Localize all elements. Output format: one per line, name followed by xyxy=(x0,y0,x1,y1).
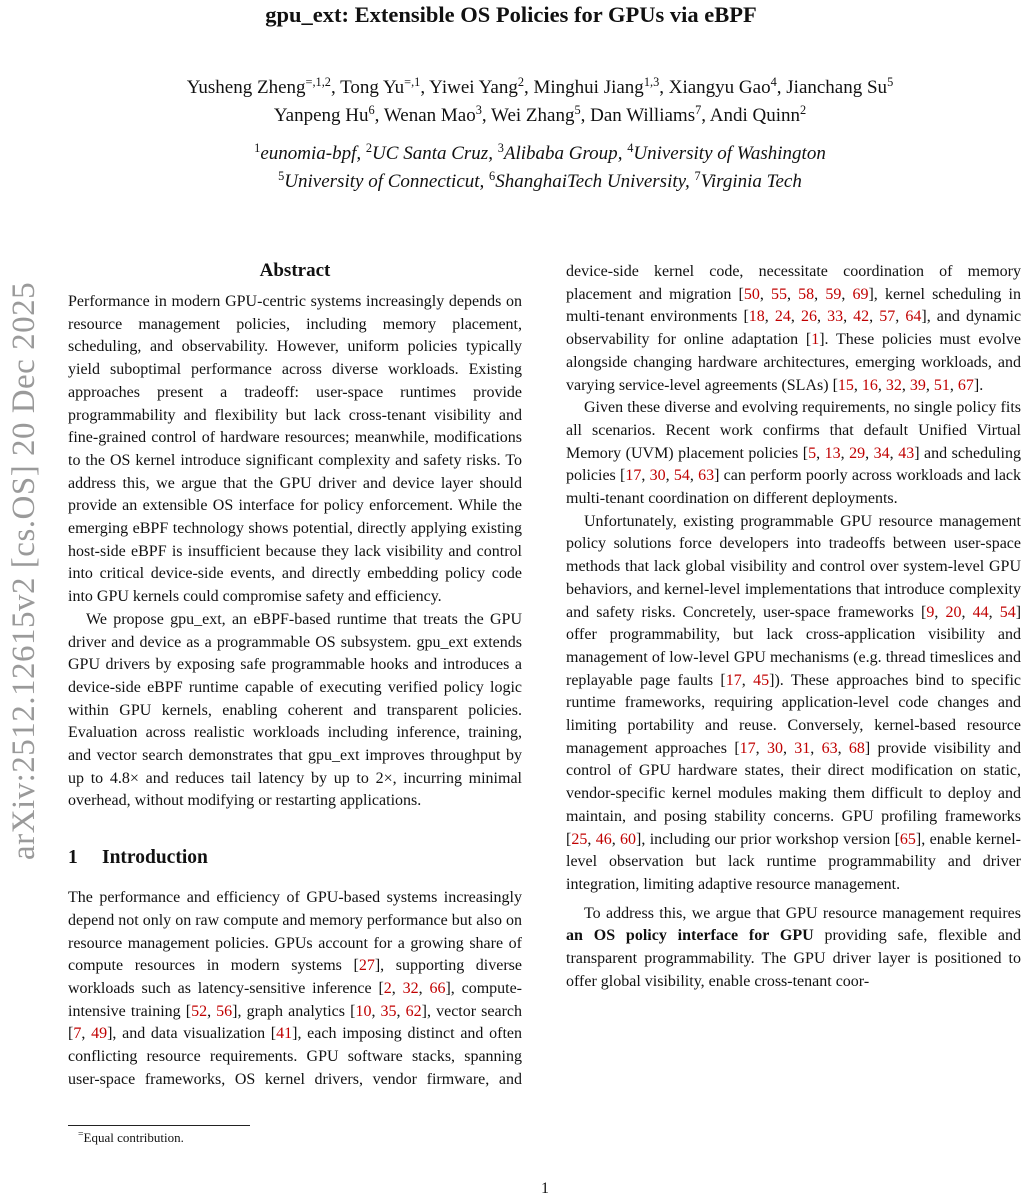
author-name: Yiwei Yang xyxy=(429,77,518,98)
left-column xyxy=(68,258,522,1092)
introduction-heading xyxy=(68,845,522,871)
citation-link[interactable]: 66 xyxy=(429,979,446,997)
affiliation-number: 7 xyxy=(694,169,701,184)
footnote-divider xyxy=(68,1125,250,1126)
citation-link[interactable]: 42 xyxy=(853,308,870,326)
author-affiliation-mark: 6 xyxy=(368,103,375,118)
citation-link[interactable]: 68 xyxy=(848,739,865,757)
citation-link[interactable]: 50 xyxy=(743,285,760,303)
affiliation-name: eunomia-bpf xyxy=(260,143,357,164)
citation-link[interactable]: 17 xyxy=(725,671,742,689)
citation-link[interactable]: 9 xyxy=(926,603,935,621)
author-affiliation-mark: =,1,2 xyxy=(305,75,331,90)
citation-link[interactable]: 27 xyxy=(358,957,375,975)
citation-link[interactable]: 35 xyxy=(380,1002,397,1020)
citation-link[interactable]: 58 xyxy=(798,285,815,303)
author-affiliation-mark: 5 xyxy=(574,103,581,118)
introduction-paragraph-1: The performance and efficiency of GPU-based systems increasingly depend not only on raw compute and memory performance but also on resource management policies. GPUs account for a growing share of compute resources in modern systems [27], supporting diverse workloads such as latency-sensitive inference [2, 32, 66], compute-intensive training [52, 56], graph analytics [10, 35, 62], vector search [7, 49], and data visualization [41], each imposing distinct and often conflicting resource requirements. GPU software stacks, spanning user-space frameworks, OS kernel drivers, vendor firmware, and xyxy=(68,889,523,1088)
author-affiliation-mark: 2 xyxy=(799,103,807,118)
citation-link[interactable]: 32 xyxy=(885,376,902,394)
affiliation-number: 6 xyxy=(489,169,496,184)
citation-link[interactable]: 45 xyxy=(753,671,770,689)
citation-link[interactable]: 65 xyxy=(899,830,916,848)
citation-link[interactable]: 17 xyxy=(739,739,756,757)
citation-link[interactable]: 44 xyxy=(972,603,989,621)
section-title: Introduction xyxy=(102,847,208,869)
author-affiliation-mark: =,1 xyxy=(404,75,421,90)
author-line-2: Yanpeng Hu$^6$, Wenan Mao$^3$, Wei Zhang$^5$, Dan Williams$^7$, Andi Quinn$^2$ xyxy=(273,103,807,126)
abstract-paragraph-2: We propose gpu_ext, an eBPF-based runtime that treats the GPU driver and device as a programmable OS subsystem. gpu_ext extends GPU drivers by exposing safe programmable hooks and introduces a device-side eBPF runtime capable of executing verified policy logic within GPU kernels, enabling coherent and transparent policies. Evaluation across realistic workloads including inference, training, and vector search demonstrates that gpu_ext improves throughput by up to 4.8× and reduces tail latency by up to 2×, incurring minimal overhead, without modifying or restarting applications. xyxy=(68,610,522,810)
citation-link[interactable]: 62 xyxy=(405,1002,422,1020)
citation-link[interactable]: 49 xyxy=(91,1025,108,1043)
citation-link[interactable]: 52 xyxy=(191,1002,208,1020)
citation-link[interactable]: 31 xyxy=(794,739,811,757)
citation-link[interactable]: 30 xyxy=(649,467,666,485)
citation-link[interactable]: 29 xyxy=(849,444,866,462)
affiliation-number: 3 xyxy=(497,141,504,156)
arxiv-identifier-stamp[interactable]: arXiv:2512.12615v2 [cs.OS] 20 Dec 2025 xyxy=(6,281,42,860)
author-affiliation-mark: 7 xyxy=(695,103,702,118)
citation-link[interactable]: 55 xyxy=(771,285,787,303)
abstract-heading: Abstract xyxy=(259,260,331,281)
citation-link[interactable]: 69 xyxy=(852,285,869,303)
citation-link[interactable]: 64 xyxy=(905,308,922,326)
citation-link[interactable]: 43 xyxy=(898,444,915,462)
citation-link[interactable]: 10 xyxy=(355,1002,372,1020)
footnote-mark: = xyxy=(78,1128,84,1140)
citation-link[interactable]: 41 xyxy=(276,1025,293,1043)
citation-link[interactable]: 54 xyxy=(673,467,690,485)
citation-link[interactable]: 13 xyxy=(824,444,841,462)
affiliation-name: Alibaba Group xyxy=(503,143,618,164)
citation-link[interactable]: 60 xyxy=(620,830,637,848)
emphasized-text: an OS policy interface for GPU xyxy=(566,927,814,945)
author-line-1: Yusheng Zheng$^{=,1,2}$, Tong $Yu^{=,1}$, Yiwei Yang$^2$, Minghui Jiang$^{1,3}$, Xiangyu Gao$^4$, Jianchang Su$^5$ xyxy=(186,75,894,98)
author-name: Wenan Mao xyxy=(383,105,476,126)
introduction-paragraph-3: Unfortunately, existing programmable GPU resource management policy solutions force developers into tradeoffs between user-space methods that lack global visibility and control over system-level GPU behaviors, and kernel-level implementations that introduce complexity and safety risks. Concretely, user-space frameworks [9, 20, 44, 54] offer programmability, but lack cross-application visibility and management of low-level GPU mechanisms (e.g. thread timeslices and replayable page faults [17, 45]). These approaches bind to specific runtime frameworks, requiring application-level code changes and limiting portability and reuse. Conversely, kernel-based resource management approaches [17, 30, 31, 63, 68] provide visibility and control of GPU hardware states, their direct modification on static, vendor-specific kernel modules making them difficult to deploy and maintain, and posing stability concerns. GPU profiling frameworks [25, 46, 60], including our prior workshop version [65], enable kernel-level observation but lack runtime programmability and driver integration, limiting adaptive resource management. xyxy=(566,512,1022,893)
author-affiliation-mark: 4 xyxy=(770,75,777,90)
citation-link[interactable]: 1 xyxy=(811,331,820,349)
introduction-paragraph-4: To address this, we argue that GPU resource management requires an OS policy interface for GPU providing safe, flexible and transparent programmability. The GPU driver layer is positioned to offer global visibility, enable cross-tenant coor- xyxy=(566,904,1021,990)
citation-link[interactable]: 17 xyxy=(625,467,642,485)
citation-link[interactable]: 57 xyxy=(879,308,896,326)
citation-link[interactable]: 5 xyxy=(808,444,817,462)
author-name: Tong Yu xyxy=(340,77,405,98)
citation-link[interactable]: 34 xyxy=(873,444,890,462)
affiliation-name: ShanghaiTech University xyxy=(495,171,686,192)
affiliation-number: 5 xyxy=(278,169,285,184)
affiliation-number: 4 xyxy=(627,141,634,156)
author-name: Andi Quinn xyxy=(709,105,800,126)
author-affiliation-mark: 2 xyxy=(517,75,524,90)
footnote-equal-contribution xyxy=(78,1130,184,1146)
affiliation-name: University of Connecticut xyxy=(284,171,480,192)
page-number: 1 xyxy=(541,1180,549,1197)
citation-link[interactable]: 20 xyxy=(945,603,962,621)
author-name: Jianchang Su xyxy=(786,77,888,98)
affiliation-number: 1 xyxy=(254,141,261,156)
introduction-paragraph-1-continued: device-side kernel code, necessitate coordination of memory placement and migration [50, 55, 58, 59, 69], kernel scheduling in multi-tenant environments [18, 24, 26, 33, 42, 57, 64], and dynamic observability for online adaptation [1]. These policies must evolve alongside changing hardware architectures, emerging workloads, and varying service-level agreements (SLAs) [15, 16, 32, 39, 51, 67]. xyxy=(566,263,1022,394)
citation-link[interactable]: 32 xyxy=(402,979,419,997)
citation-link[interactable]: 39 xyxy=(909,376,926,394)
author-name: Dan Williams xyxy=(590,105,696,126)
author-affiliation-mark: 1,3 xyxy=(643,75,660,90)
citation-link[interactable]: 25 xyxy=(571,830,588,848)
citation-link[interactable]: 2 xyxy=(383,979,392,997)
affiliation-name: University of Washington xyxy=(633,143,826,164)
author-name: Xiangyu Gao xyxy=(668,77,771,98)
citation-link[interactable]: 24 xyxy=(774,308,791,326)
affiliation-name: UC Santa Cruz xyxy=(372,143,489,164)
citation-link[interactable]: 26 xyxy=(800,308,817,326)
introduction-paragraph-2: Given these diverse and evolving requirements, no single policy fits all scenarios. Recent work confirms that default Unified Virtual Memory (UVM) placement policies [5, 13, 29, 34, 43] and scheduling policies [17, 30, 54, 63] can perform poorly across workloads and lack multi-tenant coordination on different deployments. xyxy=(566,399,1022,508)
citation-link[interactable]: 15 xyxy=(837,376,854,394)
affiliation-line-2: $^5$University of Connecticut, $^6$ShanghaiTech University, $^7$Virginia Tech xyxy=(278,169,802,192)
author-name: Yusheng Zheng xyxy=(186,77,306,98)
citation-link[interactable]: 46 xyxy=(595,830,612,848)
footnote-text: Equal contribution. xyxy=(83,1130,184,1145)
citation-link[interactable]: 7 xyxy=(73,1025,82,1043)
citation-link[interactable]: 56 xyxy=(216,1002,233,1020)
section-number: 1 xyxy=(68,847,78,869)
affiliation-line-1: $^1$eunomia-bpf, $^2$UC Santa Cruz, $^3$Alibaba Group, $^4$University of Washington xyxy=(254,141,826,164)
citation-link[interactable]: 63 xyxy=(821,739,838,757)
citation-link[interactable]: 63 xyxy=(698,467,715,485)
abstract-paragraph-1: Performance in modern GPU-centric systems increasingly depends on resource management policies, including memory placement, scheduling, and observability. However, uniform policies typically yield suboptimal performance across diverse workloads. Existing approaches present a tradeoff: user-space runtimes provide programmability and flexibility but lack cross-tenant visibility and fine-grained control of hardware resources; meanwhile, modifications to the OS kernel introduce significant complexity and safety risks. To address this, we argue that the GPU driver and device layer should provide an extensible OS interface for policy enforcement. While the emerging eBPF technology shows potential, directly applying existing host-side eBPF is insufficient because they lack visibility and control into critical device-side events, and directly embedding policy code into GPU kernels could compromise safety and efficiency. xyxy=(68,293,522,606)
author-name: Yanpeng Hu xyxy=(273,105,369,126)
citation-link[interactable]: 18 xyxy=(748,308,765,326)
author-name: Minghui Jiang xyxy=(533,77,644,98)
right-column xyxy=(566,261,1021,994)
citation-link[interactable]: 30 xyxy=(766,739,783,757)
author-affiliation-mark: 3 xyxy=(475,103,482,118)
citation-link[interactable]: 16 xyxy=(861,376,878,394)
author-name: Wei Zhang xyxy=(491,105,575,126)
paper-title: gpu_ext: Extensible OS Policies for GPUs via eBPF xyxy=(265,2,757,27)
author-affiliation-mark: 5 xyxy=(887,75,894,90)
citation-link[interactable]: 54 xyxy=(999,603,1016,621)
affiliation-number: 2 xyxy=(365,141,373,156)
citation-link[interactable]: 51 xyxy=(933,376,950,394)
affiliation-name: Virginia Tech xyxy=(700,171,802,192)
citation-link[interactable]: 59 xyxy=(825,285,842,303)
citation-link[interactable]: 67 xyxy=(957,376,974,394)
citation-link[interactable]: 33 xyxy=(827,308,844,326)
